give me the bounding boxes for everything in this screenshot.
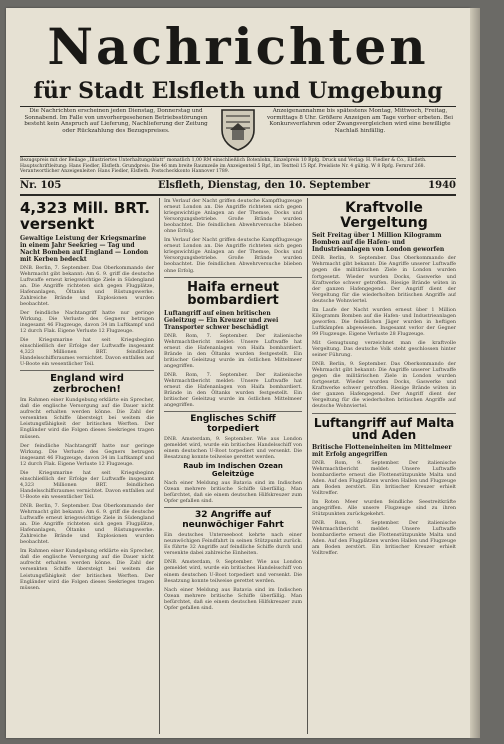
article-paragraph: Nach einer Meldung aus Batavia sind im Indischen Ozean mehrere britische Schiffe überfällig. Man befürchtet, daß sie einem deutschen Hilfskreuzer zum Opfer gefallen sind.: [164, 480, 302, 505]
masthead-title: Nachrichten: [47, 17, 429, 76]
place-date: Elsfleth, Dienstag, den 10. September: [158, 180, 371, 191]
article-headline: Luftangriff auf Malta und Aden: [313, 415, 455, 443]
article-divider: [20, 370, 154, 371]
article-headline: Kraftvolle Vergeltung: [340, 200, 428, 231]
coat-of-arms-icon: [218, 106, 258, 152]
article-paragraph: Im Verlauf der Nacht griffen deutsche Kampfflugzeuge erneut London an. Die Angriffe richteten sich gegen kriegswichtige Anlagen an der Themse, Docks und Versorgungsbetriebe. Große Brände wurden beobachtet. Die feindlichen Abwehrversuche blieben ohne Erfolg.: [164, 198, 302, 235]
article-divider: [164, 411, 302, 412]
article-headline: 4,323 Mill. BRT. versenkt: [20, 199, 150, 233]
column-3: [312, 198, 456, 738]
article-paragraph: Im Rahmen einer Kundgebung erklärte ein Sprecher, daß die englische Versorgung auf die Dauer nicht aufrecht erhalten werden könne. Die Zahl der versenkten Schiffe übersteigt bei weitem die Leistungsfähigkeit der britischen Werften. Der Engländer wird die Folgen dieses Seekrieges tragen müssen.: [20, 397, 154, 440]
article-divider: [312, 413, 456, 414]
article-paragraph: DNB. Berlin, 9. September. Das Oberkommando der Wehrmacht gibt bekannt: Die Angriffe unserer Luftwaffe gegen die militärischen Ziele in London wurden fortgesetzt. Wieder wurden Docks, Gaswerke und Kraftwerke schwer getroffen. Riesige Brände wüten in der ganzen Hafengegend. Der Angriff dient der Vergeltung für die wiederholten britischen Angriffe auf deutsche Wohnviertel.: [312, 361, 456, 410]
dateline-rule-top: [20, 178, 456, 179]
masthead-subtitle: für Stadt Elsfleth und Umgebung: [33, 78, 443, 104]
article-headline: England wird zerbrochen!: [50, 373, 124, 395]
article-subhead: Seit Freitag über 1 Million Kilogramm Bomben auf die Hafen- und Industrieanlagen von London geworfen: [312, 232, 445, 254]
column-rule: [159, 198, 160, 734]
article-paragraph: Der feindliche Nachtangriff hatte nur geringe Wirkung. Die Verluste des Gegners betrugen insgesamt 46 Flugzeuge, davon 34 im Luftkampf und 12 durch Flak. Eigene Verluste 12 Flugzeuge.: [20, 442, 154, 467]
article-paragraph: Die Kriegsmarine hat seit Kriegsbeginn einschließlich der Erfolge der Luftwaffe insgesamt 4,323 Millionen BRT. feindlichen Handelsschiffsraumes vernichtet. Davon entfallen auf U-Boote ein wesentlicher Teil.: [20, 337, 154, 368]
article-headline: Englisches Schiff torpediert: [190, 414, 276, 434]
column-rule: [307, 198, 308, 734]
article-paragraph: DNB. Rom, 7. September. Der italienische Wehrmachtbericht meldet: Unsere Luftwaffe hat erneut die Hafenanlagen von Haifa bombardiert. Brände in den Öltanks wurden festgestellt. Ein britischer Geleitzug wurde im östlichen Mittelmeer angegriffen.: [164, 332, 302, 370]
article-headline: Raub im Indischen Ozean Geleitzüge: [183, 462, 283, 478]
article-paragraph: Im Verlauf der Nacht griffen deutsche Kampfflugzeuge erneut London an. Die Angriffe richteten sich gegen kriegswichtige Anlagen an der Themse, Docks und Versorgungsbetriebe. Große Brände wurden beobachtet. Die feindlichen Abwehrversuche blieben ohne Erfolg.: [164, 237, 302, 274]
article-headline: 32 Angriffe auf neunwöchiger Fahrt: [182, 510, 284, 530]
article-paragraph: DNB. Berlin, 9. September. Das Oberkommando der Wehrmacht gibt bekannt: Die Angriffe unserer Luftwaffe gegen die militärischen Ziele in London wurden fortgesetzt. Wieder wurden Docks, Gaswerke und Kraftwerke schwer getroffen. Riesige Brände wüten in der ganzen Hafengegend. Der Angriff dient der Vergeltung für die wiederholten britischen Angriffe auf deutsche Wohnviertel.: [312, 255, 456, 304]
article-paragraph: DNB. Amsterdam, 9. September. Wie aus London gemeldet wird, wurde ein britisches Handelsschiff von einem deutschen U-Boot torpediert und versenkt. Die Besatzung konnte teilweise gerettet werden.: [164, 436, 302, 461]
dateline: [20, 180, 456, 192]
article-paragraph: Mit Genugtuung verzeichnet man die kraftvolle Vergeltung. Das deutsche Volk steht geschlossen hinter seiner Führung.: [312, 339, 456, 359]
article-subhead: Britische Flotteneinheiten im Mittelmeer mit Erfolg angegriffen: [312, 443, 452, 458]
article-paragraph: DNB. Berlin, 7. September. Das Oberkommando der Wehrmacht gibt bekannt: Am 6. 9. griff die deutsche Luftwaffe erneut kriegswichtige Ziele in Südengland an. Die Angriffe richteten sich gegen Flugplätze, Hafenanlagen, Öltanks und Rüstungswerke. Zahlreiche Brände und Explosionen wurden beobachtet.: [20, 264, 154, 307]
notice-left: Die Nachrichten erscheinen jeden Dienstag, Donnerstag und Sonnabend. Im Falle von unvorhergesehenen Betriebsstörungen besteht kein Anspruch auf Lieferung, Nachlieferung der Zeitung oder Rückzahlung des Bezugspreises.: [24, 108, 208, 134]
column-1: [20, 198, 154, 738]
article-paragraph: DNB. Amsterdam, 9. September. Wie aus London gemeldet wird, wurde ein britisches Handelsschiff von einem deutschen U-Boot torpediert und versenkt. Die Besatzung konnte teilweise gerettet werden.: [164, 559, 302, 584]
article-paragraph: Im Roten Meer wurden feindliche Seestreitkräfte angegriffen. Alle unsere Flugzeuge sind zu ihren Stützpunkten zurückgekehrt.: [312, 498, 456, 518]
subscription-info: Bezugspreis mit der Beilage „Illustriertes Unterhaltungsblatt“ monatlich 1,00 RM einschließlich Botenlohn, Einzelpreis 10 Rpfg. Druck und Verlag: H. Fiedler & Co., Elsfleth. Hauptschriftleitung: Hans Fiedler, Elsfleth. Grundpreis: Die 46 mm breite Raumzeile im Anzeigenteil 5 Rpf., im Textteil 15 Rpf. Preisliste Nr. 4 gültig. W 8 Rpfg. Fernruf 268. Verantwortlicher Anzeigenleiter: Hans Fiedler, Elsfleth. Postscheckkonto Hannover 1789.: [20, 158, 427, 175]
article-paragraph: Im Rahmen einer Kundgebung erklärte ein Sprecher, daß die englische Versorgung auf die Dauer nicht aufrecht erhalten werden könne. Die Zahl der versenkten Schiffe übersteigt bei weitem die Leistungsfähigkeit der britischen Werften. Der Engländer wird die Folgen dieses Seekrieges tragen müssen.: [20, 548, 154, 591]
article-subhead: Luftangriff auf einen britischen Geleitzug — Ein Kreuzer und zwei Transporter schwer beschädigt: [164, 309, 279, 331]
notice-right: Anzeigenannahme bis spätestens Montag, Mittwoch, Freitag, vormittags 8 Uhr. Größere Anzeigen am Tage vorher erbeten. Bei Konkursverfahren oder Zwangsvergleichen wird eine bewilligte Nachlaß hinfällig.: [267, 108, 453, 134]
article-paragraph: Nach einer Meldung aus Batavia sind im Indischen Ozean mehrere britische Schiffe überfällig. Man befürchtet, daß sie einem deutschen Hilfskreuzer zum Opfer gefallen sind.: [164, 586, 302, 611]
article-paragraph: Die Kriegsmarine hat seit Kriegsbeginn einschließlich der Erfolge der Luftwaffe insgesamt 4,323 Millionen BRT. feindlichen Handelsschiffsraumes vernichtet. Davon entfallen auf U-Boote ein wesentlicher Teil.: [20, 469, 154, 500]
article-subhead: Gewaltige Leistung der Kriegsmarine in einem Jahr Seekrieg — Tag und Nacht Bomben auf England — London mit Kerben bedeckt: [20, 234, 149, 263]
dateline-rule-bottom: [20, 194, 456, 196]
bezug-rule: [20, 156, 456, 157]
article-paragraph: DNB. Rom, 9. September. Der italienische Wehrmachtbericht meldet: Unsere Luftwaffe bombardierte erneut die Flottenstützpunkte Malta und Aden. Auf den Flugplätzen wurden Hallen und Flugzeuge am Boden zerstört. Ein britischer Kreuzer erhielt Volltreffer.: [312, 520, 456, 557]
newspaper-page: [6, 8, 470, 738]
page-edge: [470, 8, 480, 738]
year: 1940: [428, 180, 456, 191]
column-2: [164, 198, 302, 738]
article-paragraph: Im Laufe der Nacht wurden erneut über 1 Million Kilogramm Bomben auf die Hafen- und Industrieanlagen geworfen. Die feindlichen Jäger wurden in heftigen Luftkämpfen abgewiesen. Insgesamt verlor der Gegner 99 Flugzeuge. Eigene Verluste 28 Flugzeuge.: [312, 306, 456, 337]
article-paragraph: DNB. Rom, 7. September. Der italienische Wehrmachtbericht meldet: Unsere Luftwaffe hat erneut die Hafenanlagen von Haifa bombardiert. Brände in den Öltanks wurden festgestellt. Ein britischer Geleitzug wurde im östlichen Mittelmeer angegriffen.: [164, 372, 302, 409]
article-paragraph: Ein deutsches Unterseeboot kehrte nach einer neunwöchigen Feindfahrt in seinen Stützpunkt zurück. Es führte 32 Angriffe auf feindliche Schiffe durch und versenkte dabei zahlreiche Einheiten.: [164, 532, 302, 557]
issue-number: Nr. 105: [20, 180, 62, 191]
article-divider: [164, 507, 302, 508]
article-paragraph: DNB. Berlin, 7. September. Das Oberkommando der Wehrmacht gibt bekannt: Am 6. 9. griff die deutsche Luftwaffe erneut kriegswichtige Ziele in Südengland an. Die Angriffe richteten sich gegen Flugplätze, Hafenanlagen, Öltanks und Rüstungswerke. Zahlreiche Brände und Explosionen wurden beobachtet.: [20, 503, 154, 546]
article-divider: [164, 277, 302, 278]
article-paragraph: DNB. Rom, 9. September. Der italienische Wehrmachtbericht meldet: Unsere Luftwaffe bombardierte erneut die Flottenstützpunkte Malta und Aden. Auf den Flugplätzen wurden Hallen und Flugzeuge am Boden zerstört. Ein britischer Kreuzer erhielt Volltreffer.: [312, 459, 456, 496]
article-headline: Haifa erneut bombardiert: [187, 279, 279, 309]
article-paragraph: Der feindliche Nachtangriff hatte nur geringe Wirkung. Die Verluste des Gegners betrugen insgesamt 46 Flugzeuge, davon 34 im Luftkampf und 12 durch Flak. Eigene Verluste 12 Flugzeuge.: [20, 309, 154, 334]
